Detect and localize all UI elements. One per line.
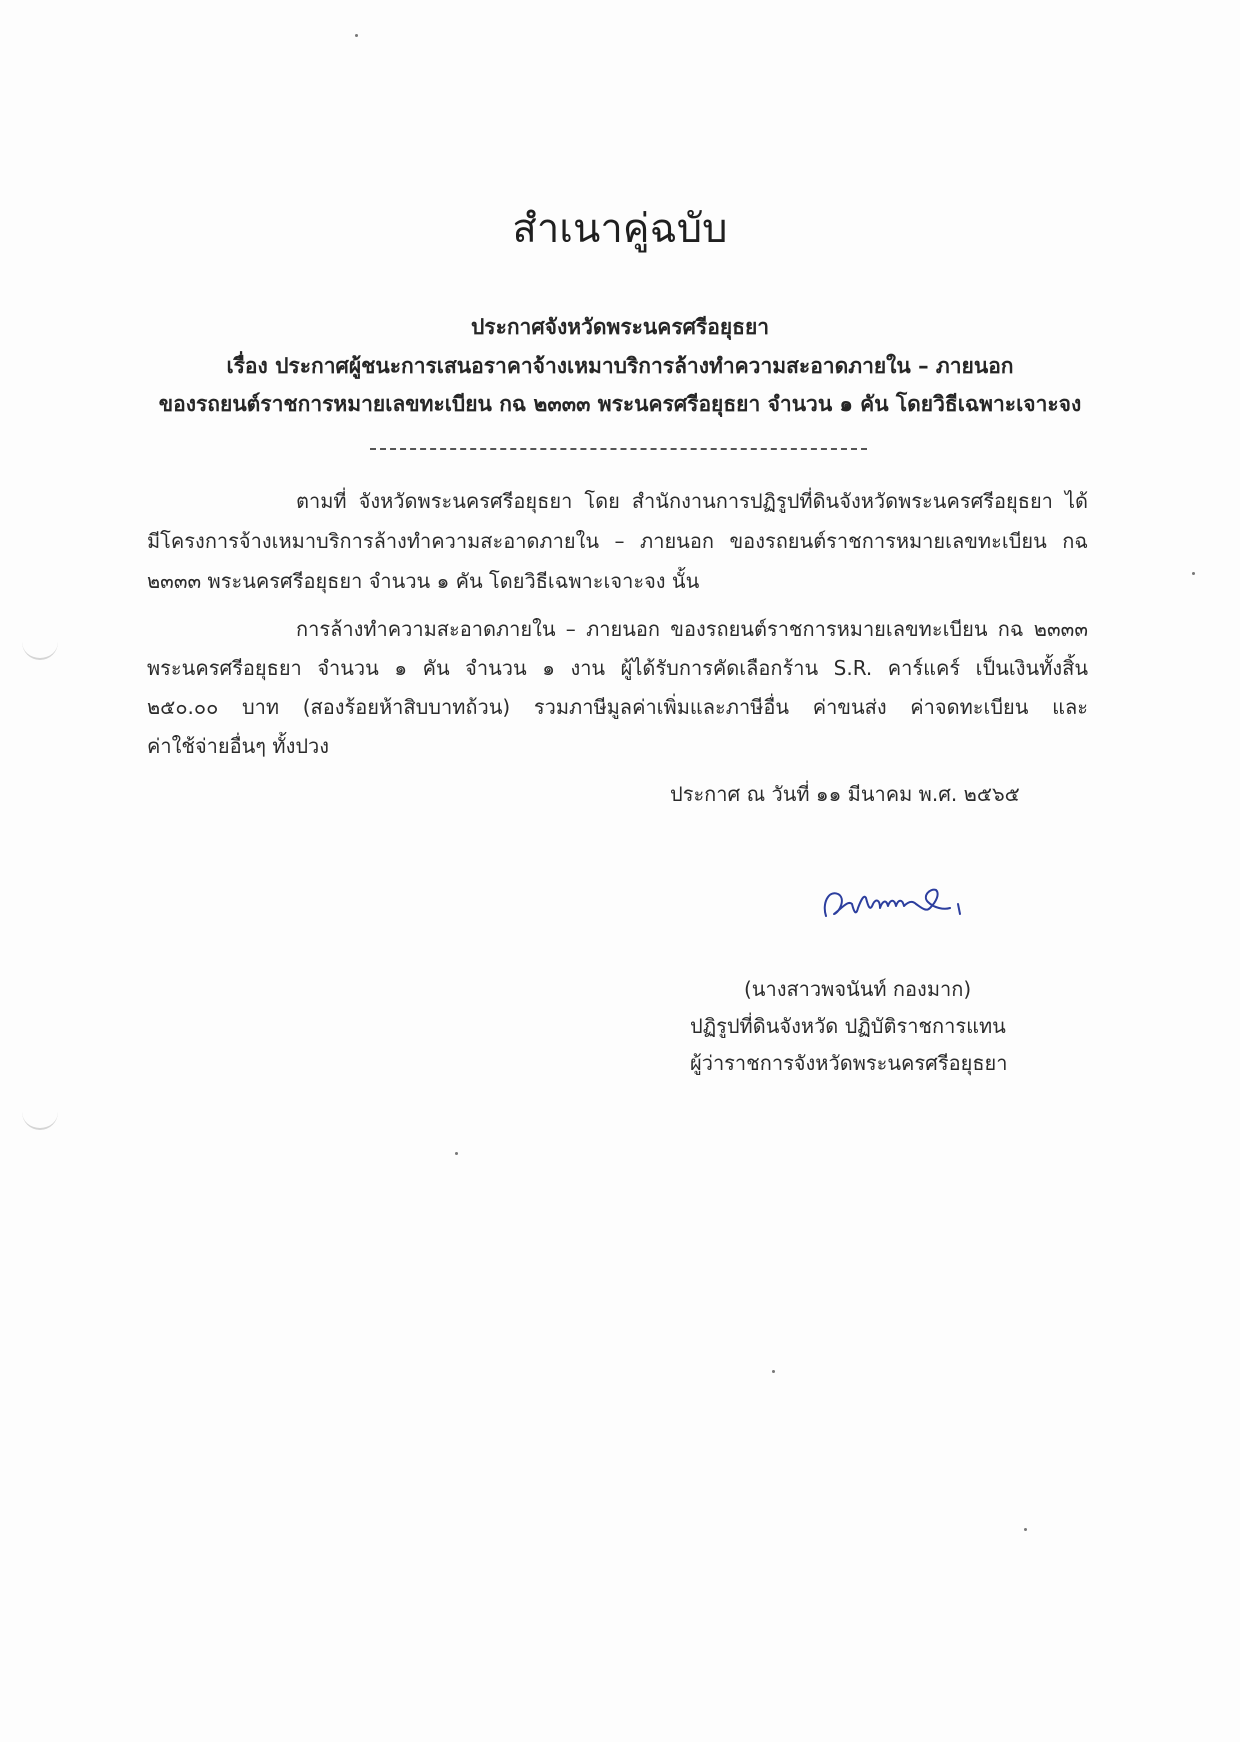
paragraph-1-line-2: มีโครงการจ้างเหมาบริการล้างทำความสะอาดภายใน – ภายนอก ของรถยนต์ราชการหมายเลขทะเบียน กฉ: [147, 529, 1088, 553]
copy-stamp-title: สำเนาคู่ฉบับ: [512, 206, 728, 252]
scan-speck: [355, 34, 358, 37]
punch-hole-mark: [22, 640, 58, 660]
paragraph-1-line-3: ๒๓๓๓ พระนครศรีอยุธยา จำนวน ๑ คัน โดยวิธีเฉพาะเจาะจง นั้น: [147, 569, 700, 593]
scan-speck: [1192, 572, 1195, 575]
paragraph-2-line-3: ๒๕๐.๐๐ บาท (สองร้อยห้าสิบบาทถ้วน) รวมภาษีมูลค่าเพิ่มและภาษีอื่น ค่าขนส่ง ค่าจดทะเบียน และ: [147, 695, 1088, 719]
paragraph-2-line-1: การล้างทำความสะอาดภายใน – ภายนอก ของรถยนต์ราชการหมายเลขทะเบียน กฉ ๒๓๓๓: [296, 617, 1088, 641]
scan-speck: [455, 1152, 458, 1155]
paragraph-1-line-1: ตามที่ จังหวัดพระนครศรีอยุธยา โดย สำนักงานการปฏิรูปที่ดินจังหวัดพระนครศรีอยุธยา ได้: [296, 489, 1088, 513]
signatory-position-line-2: ผู้ว่าราชการจังหวัดพระนครศรีอยุธยา: [690, 1051, 1008, 1075]
scan-speck: [772, 1370, 775, 1373]
paragraph-2-line-2: พระนครศรีอยุธยา จำนวน ๑ คัน จำนวน ๑ งาน ผู้ได้รับการคัดเลือกร้าน S.R. คาร์แคร์ เป็นเงินทั้งสิ้น: [147, 656, 1088, 680]
header-divider: [370, 448, 867, 450]
announcement-header-line-1: ประกาศจังหวัดพระนครศรีอยุธยา: [470, 315, 770, 339]
announcement-subject-line-1: เรื่อง ประกาศผู้ชนะการเสนอราคาจ้างเหมาบริการล้างทำความสะอาดภายใน – ภายนอก: [226, 354, 1014, 378]
scan-speck: [1024, 1528, 1027, 1531]
handwritten-signature: [818, 878, 968, 930]
announcement-subject-line-2: ของรถยนต์ราชการหมายเลขทะเบียน กฉ ๒๓๓๓ พระนครศรีอยุธยา จำนวน ๑ คัน โดยวิธีเฉพาะเจาะจง: [158, 392, 1082, 416]
punch-hole-mark: [22, 1110, 58, 1130]
paragraph-2-line-4: ค่าใช้จ่ายอื่นๆ ทั้งปวง: [147, 734, 330, 758]
signatory-position-line-1: ปฏิรูปที่ดินจังหวัด ปฏิบัติราชการแทน: [690, 1014, 1006, 1038]
announcement-date: ประกาศ ณ วันที่ ๑๑ มีนาคม พ.ศ. ๒๕๖๕: [670, 782, 1020, 806]
signatory-name: (นางสาวพจนันท์ กองมาก): [744, 977, 972, 1001]
